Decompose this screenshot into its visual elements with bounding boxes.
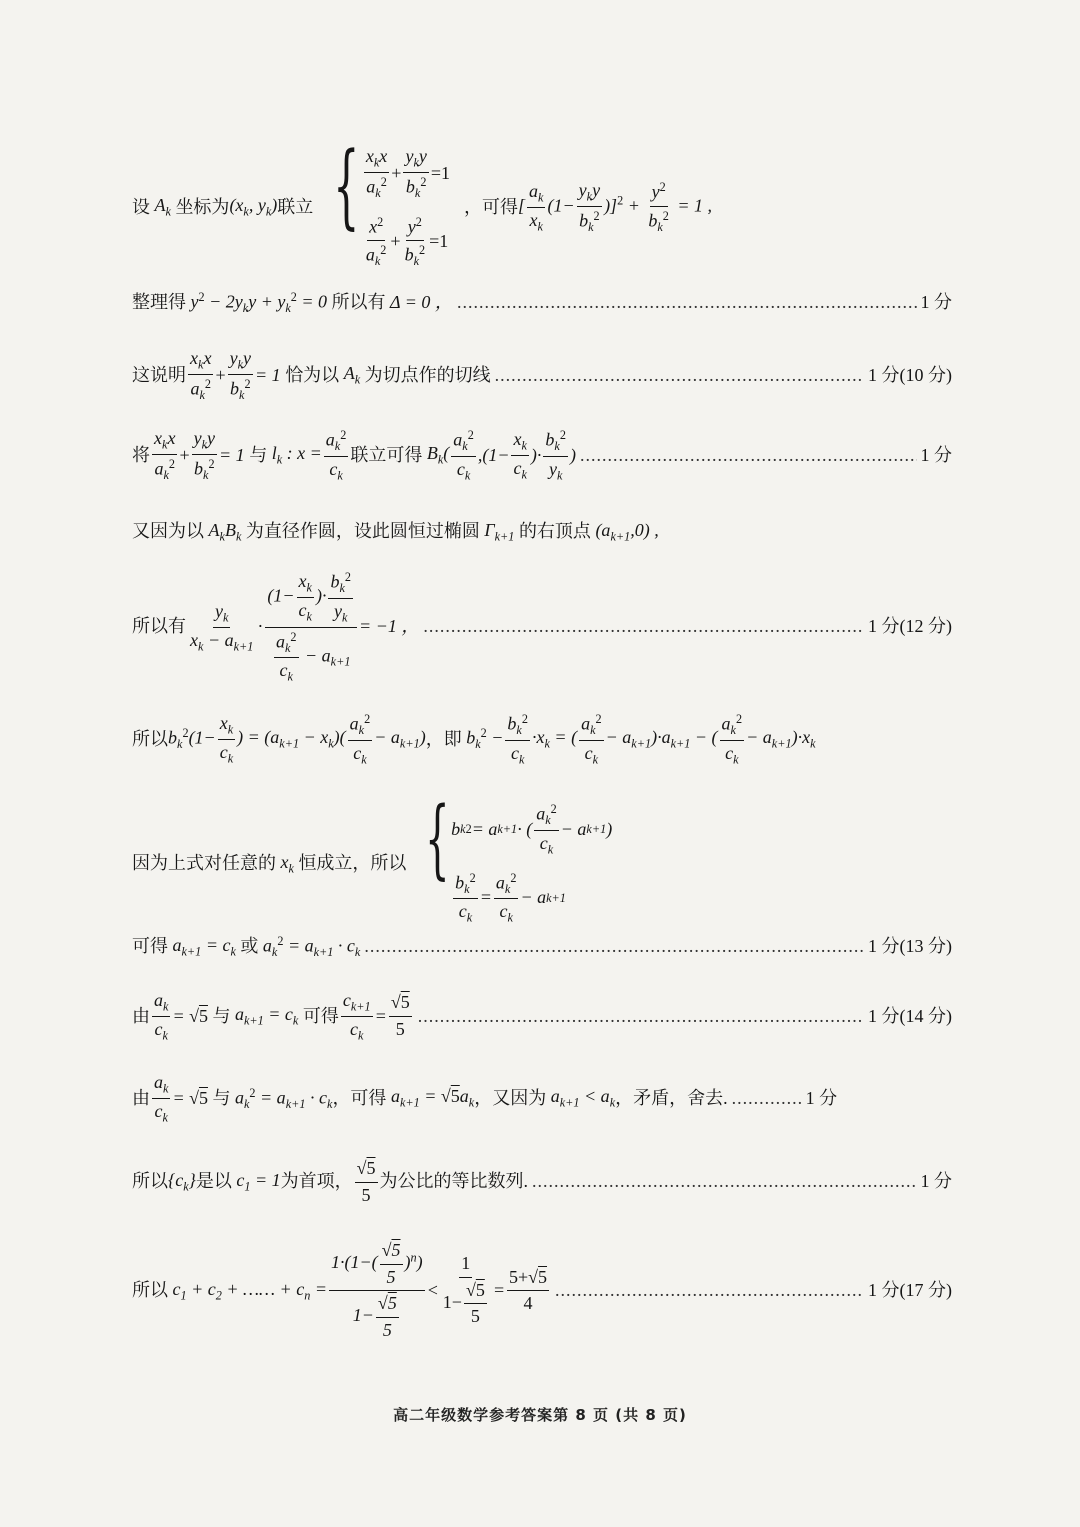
text: 将 [132,444,150,465]
text: 联立 [277,196,314,217]
line-coefficients: 因为上式对任意的 $x_k$ 恒成立，所以 { b k 2 = a k+1 · ( $\frac{a_k^2}{c_k}$ − a k+1 ) $\frac{b_k^2}{c_k}$ = $\frac{a_k^2}{c_k}$ − a k+1 [132,796,952,931]
line-ratio-case1: 由 $\frac{a_k}{c_k}$ = √5 与 $a_{k+1} = c_k$ 可得 $\frac{c_{k+1}}{c_k}$ = $\frac{√5}{5}$ ..... 1 分(14 分) [132,990,952,1043]
score-label: 1 分(17 分) [868,1279,952,1300]
score-label: 1 分 [805,1087,838,1108]
text: 所以 [132,1171,168,1192]
score-label: 1 分(14 分) [868,1005,952,1026]
text: 所以有 [331,292,386,313]
text: 由 [132,1005,150,1026]
text: 设 [132,196,150,217]
text: 为首项， [280,1171,353,1192]
text: 又因为以 [132,521,204,542]
text: 为切点作的切线 [364,364,491,385]
text: 整理得 [132,292,186,313]
score-label: 1 分(12 分) [868,616,952,637]
score-label: 1 分(10 分) [868,364,952,385]
text: ，可得 [464,196,519,217]
text: 或 [240,936,259,957]
line-set-coordinates: 设 $A_k$ 坐标为 ($x_k$, $y_k$) 联立 { $\frac{x_kx}{a_k^2}$ + $\frac{y_ky}{b_k^2}$ =1 $\frac{x^2}{a_k^2}$ + $\frac{y^2}{b_k^2}$ =1 ，可得 [ $\frac{a_k}{x_k}$ (1− $\frac{y_ky}{b_k^2}$ )]$^2$ + $\frac{y^2}{b_k^2}$ = 1 , [132,140,952,275]
line-cases: 可得 $a_{k+1} = c_k$ 或 $a_k^2 = a_{k+1} \cdot c_k$ ..... 1 分(13 分) [132,934,952,960]
text: ，即 [425,728,462,749]
text: 与 [212,1005,231,1026]
text: 与 [249,444,268,465]
text: 可得 [132,936,168,957]
line-tangent: 这说明 $\frac{x_kx}{a_k^2}$ + $\frac{y_ky}{b_k^2}$ = 1 恰为以 $A_k$ 为切点作的切线 ..... 1 分(10 分) [132,348,952,403]
text: 所以 [132,1279,168,1300]
text: 是以 [195,1171,232,1192]
line-circle: 又因为以 $A_kB_k$ 为直径作圆，设此圆恒过椭圆 $\Gamma_{k+1}$ 的右顶点 $(a_{k+1},0)$ , [132,520,659,544]
text: 恰为以 [285,364,340,385]
text: 为公比的等比数列. [379,1171,528,1192]
text: 与 [212,1087,231,1108]
text: 因为上式对任意的 [132,852,276,873]
line-ratio-case2: 由 $\frac{a_k}{c_k}$ = √5 与 $a_k^2 = a_{k+1} \cdot c_k$ ，可得 $a_{k+1} = √5a_k$ ，又因为 $a_{k+1} < a_k$ ，矛盾，舍去. ..... 1 分 [132,1072,952,1125]
line-simplify: 整理得 $y^2 - 2y_ky + y_k^2 = 0$ 所以有 Δ = 0 ， ..... 1 分 [132,290,952,316]
text: 恒成立，所以 [298,852,407,873]
equation-system: { b k 2 = a k+1 · ( $\frac{a_k^2}{c_k}$ − a k+1 ) $\frac{b_k^2}{c_k}$ = $\frac{a_k^2}{c_k}$ − a k+1 [425,789,613,925]
line-slope-product: 所以有 $\frac{y_k}{x_k - a_{k+1}}$ · (1− $\frac{x_k}{c_k}$ )· $\frac{b_k^2}{y_k}$ $\frac{a_k^2}{c_k}$ − $a_{k+1}$ = −1 ， ..... 1 分(12 分) [132,570,952,684]
text: ，又因为 [474,1087,547,1108]
score-label: 1 分(13 分) [868,936,952,957]
line-geometric-sequence: 所以 $\{c_k\}$ 是以 $c_1 = 1$ 为首项， $\frac{√5}{5}$ 为公比的等比数列. ..... 1 分 [132,1158,952,1206]
text: ，矛盾，舍去. [615,1087,728,1108]
text: 为直径作圆，设此圆恒过椭圆 [245,521,480,542]
text: ，可得 [332,1087,387,1108]
text: 可得 [302,1005,339,1026]
text: 这说明 [132,364,186,385]
text: 联立可得 [350,444,423,465]
text: 由 [132,1087,150,1108]
score-label: 1 分 [920,292,952,313]
text: 坐标为 [175,196,230,217]
text: 所以有 [132,616,186,637]
score-label: 1 分 [920,1171,952,1192]
line-sum: 所以 $c_1 + c_2$ + …… + $c_n$ = 1·(1−( $\frac{√5}{5}$ )$^n$) 1− $\frac{√5}{5}$ < 1 1− $\frac{√5}{5}$ = $\frac{5+√5}{4}$ ..... 1 分(17 分) [132,1240,952,1341]
text: 的右顶点 [518,521,591,542]
text: 所以 [132,728,168,749]
page-footer: 高二年级数学参考答案第 8 页 (共 8 页) [393,1406,687,1424]
score-label: 1 分 [920,444,952,465]
line-identity: 所以 $b_k^2(1-$ $\frac{x_k}{c_k}$ ) = $(a_{k+1} - x_k)$( $\frac{a_k^2}{c_k}$ − $a_{k+1}$) ，即 $b_k^2$ − $\frac{b_k^2}{c_k}$ $\cdot x_k$ = ( $\frac{a_k^2}{c_k}$ − $a_{k+1})\cdot a_{k+1}$ − ( $\frac{a_k^2}{c_k}$ − $a_{k+1})\cdot x_k$ [132,712,816,766]
equation-system: { $\frac{x_kx}{a_k^2}$ + $\frac{y_ky}{b_k^2}$ =1 $\frac{x^2}{a_k^2}$ + $\frac{y^2}{b_k^2}$ =1 [333,132,451,268]
line-point-b: 将 $\frac{x_kx}{a_k^2}$ + $\frac{y_ky}{b_k^2}$ = 1 与 $l_k$ : x = $\frac{a_k^2}{c_k}$ 联立可得 $B_k$( $\frac{a_k^2}{c_k}$ ,(1− $\frac{x_k}{c_k}$ )· $\frac{b_k^2}{y_k}$ ) ..... 1 分 [132,428,952,483]
